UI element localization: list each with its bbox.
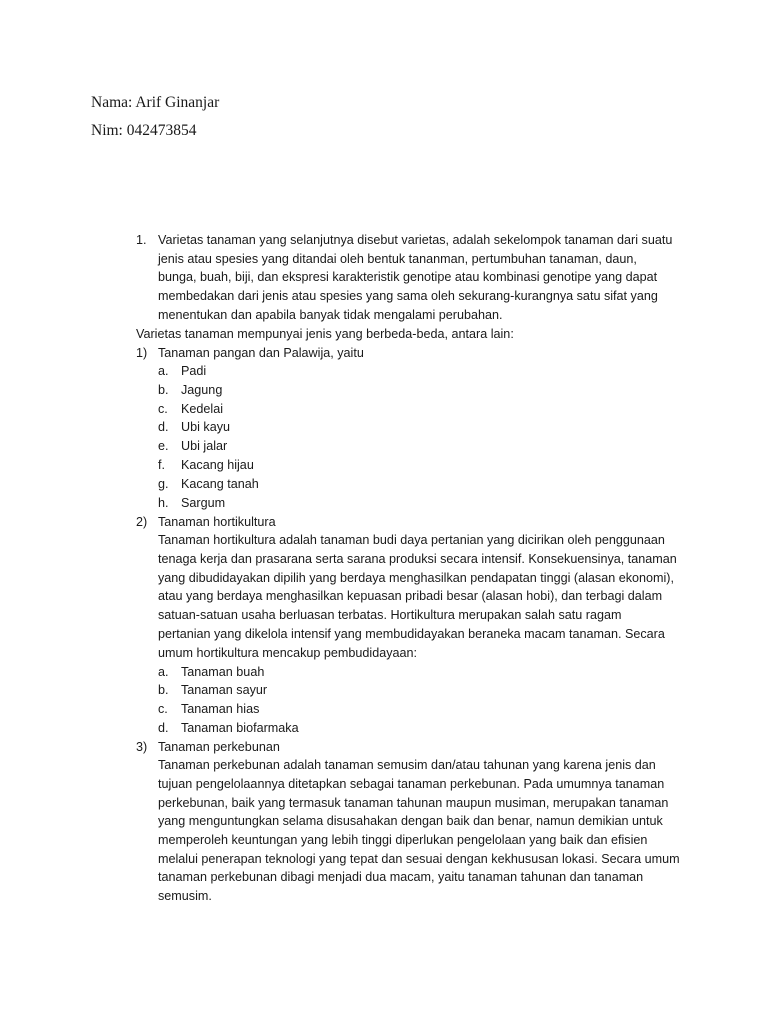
paragraph-line: menentukan dan apabila banyak tidak mengalami perubahan. [158,308,503,322]
list-letter: a. [158,364,169,378]
list-item: Kedelai [181,402,224,416]
paragraph-line: yang dibudidayakan dipilih yang berdaya menghasilkan pendapatan tinggi (alasan ekonomi), [158,571,674,585]
student-name: Nama: Arif Ginanjar [91,94,220,111]
section-title: Tanaman pangan dan Palawija, yaitu [158,346,364,360]
paragraph-line: tenaga kerja dan prasarana serta sarana produksi secara intensif. Konsekuensinya, tanaman [158,552,677,566]
paragraph-line: tujuan pengelolaannya ditetapkan sebagai tanaman perkebunan. Pada umumnya tanaman [158,777,665,791]
paragraph-line: Tanaman hortikultura adalah tanaman budi daya pertanian yang dicirikan oleh penggunaan [158,533,665,547]
list-letter: g. [158,477,169,491]
list-letter: h. [158,496,169,510]
paragraph-line: atau yang berdaya menghasilkan kepuasan pribadi besar (alasan hobi), dan terbagi dalam [158,589,663,603]
list-letter: f. [158,458,165,472]
list-letter: c. [158,702,168,716]
list-letter: d. [158,721,169,735]
paragraph-line: membedakan dari jenis atau spesies yang sama oleh sekurang-kurangnya satu sifat yang [158,289,658,303]
paragraph-line: satuan-satuan usaha berluasan terbatas. Hortikultura merupakan salah satu ragam [158,608,622,622]
paragraph-line: yang menguntungkan selama disusahakan dengan baik dan benar, namun demikian untuk [158,814,663,828]
paragraph-line: Varietas tanaman yang selanjutnya disebut varietas, adalah sekelompok tanaman dari suatu [158,233,673,247]
list-item: Ubi kayu [181,420,230,434]
paragraph-line: perkebunan, baik yang termasuk tanaman tahunan maupun musiman, merupakan tanaman [158,796,669,810]
list-letter: b. [158,383,169,397]
section-title: Tanaman perkebunan [158,740,280,754]
paragraph-line: umum hortikultura mencakup pembudidayaan: [158,646,418,660]
list-item: Tanaman buah [181,665,265,679]
paragraph-line: bunga, buah, biji, dan ekspresi karakteristik genotipe atau kombinasi genotipe yang dapat [158,270,658,284]
paragraph-line: memperoleh keuntungan yang lebih tinggi diperlukan pengelolaan yang baik dan efisien [158,833,648,847]
section-title: Tanaman hortikultura [158,515,276,529]
paragraph-line: semusim. [158,889,212,903]
list-item: Kacang hijau [181,458,254,472]
list-letter: c. [158,402,168,416]
list-item: Tanaman biofarmaka [181,721,299,735]
paragraph-line: melalui penerapan teknologi yang tepat dan sesuai dengan kekhususan lokasi. Secara umum [158,852,680,866]
list-item: Ubi jalar [181,439,228,453]
list-item: Padi [181,364,207,378]
section-number: 3) [136,740,148,754]
student-nim: Nim: 042473854 [91,122,197,139]
list-letter: e. [158,439,169,453]
list-item: Tanaman sayur [181,683,268,697]
list-item: Kacang tanah [181,477,259,491]
section-number: 1) [136,346,148,360]
paragraph-line: jenis atau spesies yang ditandai oleh bentuk tananman, pertumbuhan tanaman, daun, [158,252,637,266]
section-number: 2) [136,515,148,529]
list-letter: a. [158,665,169,679]
paragraph-line: tanaman perkebunan dibagi menjadi dua macam, yaitu tanaman tahunan dan tanaman [158,870,644,884]
intro-text: Varietas tanaman mempunyai jenis yang berbeda-beda, antara lain: [136,327,514,341]
list-number: 1. [136,233,147,247]
list-item: Jagung [181,383,223,397]
paragraph-line: Tanaman perkebunan adalah tanaman semusim dan/atau tahunan yang karena jenis dan [158,758,656,772]
list-letter: b. [158,683,169,697]
list-item: Sargum [181,496,226,510]
list-item: Tanaman hias [181,702,260,716]
paragraph-line: pertanian yang dikelola intensif yang membudidayakan beraneka macam tanaman. Secara [158,627,665,641]
list-letter: d. [158,420,169,434]
